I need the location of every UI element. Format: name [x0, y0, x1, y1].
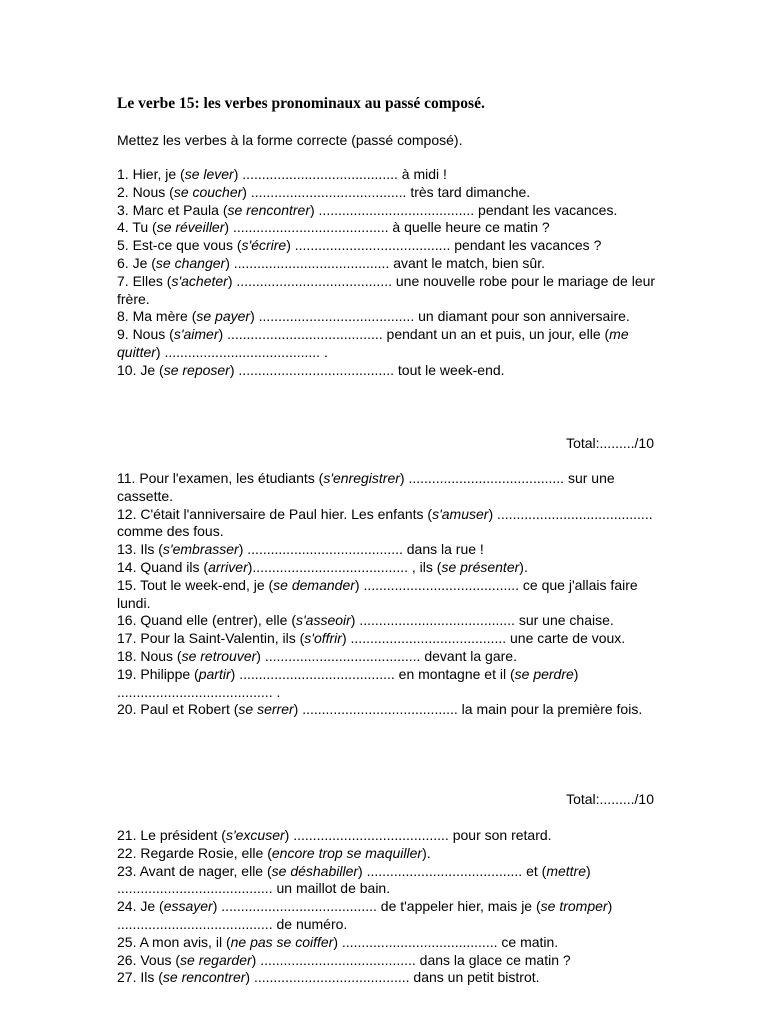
exercise-item: 9. Nous (s'aimer) ........................................ pendant un an et puis, un jour, elle (me quitter) ........................................ .	[117, 326, 629, 360]
exercise-item: 5. Est-ce que vous (s'écrire) ........................................ pendant les vacances ?	[117, 237, 602, 254]
answer-blank: ........................................	[117, 880, 273, 897]
exercise-item: 20. Paul et Robert (se serrer) ........................................ la main pour la première fois.	[117, 701, 643, 718]
answer-blank: ........................................	[221, 898, 377, 915]
total-score-2: Total:........./10	[566, 791, 654, 807]
exercise-item: 11. Pour l'examen, les étudiants (s'enregistrer) ........................................ sur une cassette.	[117, 470, 615, 504]
exercise-item: 24. Je (essayer) ........................................ de t'appeler hier, mais je (se tromper) ........................................ de numéro.	[117, 898, 613, 932]
exercise-item: 1. Hier, je (se lever) ........................................ à midi !	[117, 166, 447, 182]
answer-blank: ........................................	[366, 862, 523, 879]
exercise-item: 18. Nous (se retrouver) ........................................ devant la gare.	[117, 647, 517, 664]
exercise-block-1	[117, 166, 665, 380]
exercise-item: 13. Ils (s'embrasser) ........................................ dans la rue !	[117, 541, 484, 558]
answer-blank: ........................................	[250, 183, 407, 200]
exercise-item: 17. Pour la Saint-Valentin, ils (s'offrir) ........................................ une carte de voux.	[117, 630, 626, 647]
exercise-item: 21. Le président (s'excuser) ........................................ pour son retard.	[117, 827, 552, 843]
exercise-item: 22. Regarde Rosie, elle (encore trop se maquiller).	[117, 844, 431, 861]
answer-blank: ........................................	[258, 308, 415, 325]
answer-blank: ........................................	[341, 933, 498, 950]
exercise-item: 6. Je (se changer) ........................................ avant le match, bien sûr.	[117, 254, 545, 271]
page-title: Le verbe 15: les verbes pronominaux au passé composé.	[117, 95, 485, 112]
exercise-item: 16. Quand elle (entrer), elle (s'asseoir) ........................................ sur une chaise.	[117, 612, 614, 629]
answer-blank: ........................................	[350, 630, 507, 647]
answer-blank: ........................................	[497, 505, 653, 522]
answer-blank: ........................................	[227, 326, 383, 343]
exercise-block-2	[117, 470, 665, 719]
exercise-block-3	[117, 827, 665, 987]
exercise-item: 15. Tout le week-end, je (se demander) ........................................ ce que j'allais faire lundi.	[117, 576, 638, 611]
exercise-item: 12. C'était l'anniversaire de Paul hier. Les enfants (s'amuser) ........................................ comme des fous.	[117, 505, 653, 540]
answer-blank: ........................................	[247, 541, 403, 558]
answer-blank: ........................................	[363, 576, 520, 593]
answer-blank: ........................................	[117, 915, 273, 932]
exercise-item: 2. Nous (se coucher) ........................................ très tard dimanche.	[117, 183, 531, 200]
answer-blank: ........................................	[164, 343, 321, 360]
exercise-item: 10. Je (se reposer) ........................................ tout le week-end.	[117, 361, 505, 378]
answer-blank: ........................................	[293, 827, 449, 843]
exercise-item: 19. Philippe (partir) ........................................ en montagne et il (se perdre) ........................................ .	[117, 665, 579, 700]
answer-blank: ........................................	[260, 951, 416, 968]
exercise-item: 4. Tu (se réveiller) ........................................ à quelle heure ce matin ?	[117, 219, 550, 236]
answer-blank: ........................................	[264, 647, 421, 664]
answer-blank: ........................................	[233, 254, 390, 271]
answer-blank: ........................................	[239, 665, 395, 682]
answer-blank: ........................................	[253, 969, 410, 986]
answer-blank: ........................................	[359, 612, 515, 629]
answer-blank: ........................................	[232, 219, 389, 236]
answer-blank: ........................................	[302, 701, 458, 718]
answer-blank: ........................................	[242, 166, 398, 182]
total-score-1: Total:........./10	[566, 435, 654, 451]
exercise-item: 8. Ma mère (se payer) ........................................ un diamant pour son anniversaire.	[117, 308, 630, 325]
instruction: Mettez les verbes à la forme correcte (passé composé).	[117, 132, 463, 148]
answer-blank: ........................................	[294, 237, 451, 254]
exercise-item: 7. Elles (s'acheter) ........................................ une nouvelle robe pour le mariage de leur frère.	[117, 272, 656, 307]
answer-blank: ........................................	[238, 361, 395, 378]
answer-blank: ........................................	[408, 470, 565, 486]
exercise-item: 3. Marc et Paula (se rencontrer) ........................................ pendant les vacances.	[117, 201, 618, 218]
answer-blank: ........................................	[117, 683, 273, 700]
exercise-item: 27. Ils (se rencontrer) ........................................ dans un petit bistrot.	[117, 969, 540, 986]
answer-blank: ........................................	[252, 558, 408, 575]
answer-blank: ........................................	[236, 272, 392, 289]
exercise-item: 25. A mon avis, il (ne pas se coiffer) ........................................ ce matin.	[117, 933, 559, 950]
answer-blank: ........................................	[318, 201, 475, 218]
exercise-item: 26. Vous (se regarder) ........................................ dans la glace ce matin ?	[117, 951, 571, 968]
exercise-item: 23. Avant de nager, elle (se déshabiller) ........................................ et (mettre) ........................................ un maillot de bain.	[117, 862, 591, 897]
exercise-item: 14. Quand ils (arriver)........................................ , ils (se présenter).	[117, 558, 528, 575]
